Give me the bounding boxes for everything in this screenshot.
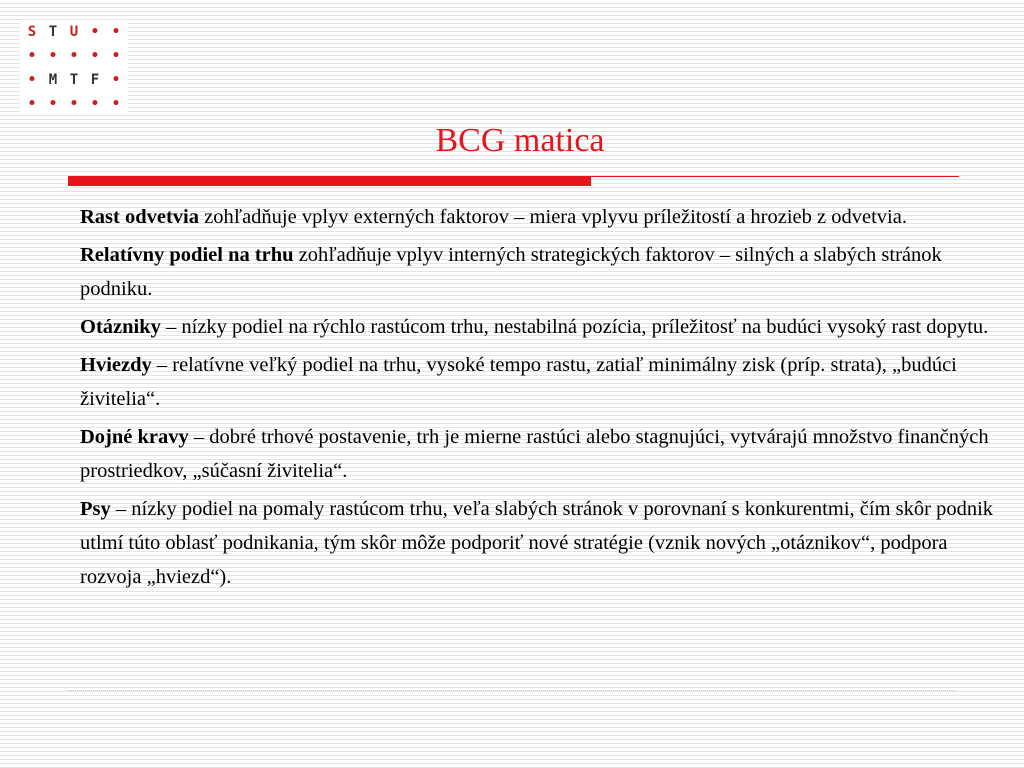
logo-letter-f: F <box>90 72 100 88</box>
term: Rast odvetvia <box>80 206 200 228</box>
term: Hviezdy <box>80 354 152 376</box>
logo-dot: • <box>111 24 121 40</box>
logo-dot: • <box>69 48 79 64</box>
definition: – nízky podiel na pomaly rastúcom trhu, veľa slabých stránok v porovnaní s konkurentmi, čím skôr podnik utlmí túto oblasť podnikania, tým skôr môže podporiť nové stratégie (vznik nových „otáznikov“, podpora rozvoja „hviezd“). <box>80 498 994 588</box>
logo-dot: • <box>27 96 37 112</box>
logo-row-2 <box>20 46 128 66</box>
logo-row-3 <box>20 70 128 90</box>
definition: zohľadňuje vplyv externých faktorov – miera vplyvu príležitostí a hrozieb z odvetvia. <box>199 206 907 228</box>
footer-divider <box>68 690 956 691</box>
paragraph-relativny-podiel <box>80 238 1000 306</box>
logo-row-1 <box>20 22 128 42</box>
title-underline-thin <box>591 176 959 177</box>
logo-letter-m: M <box>48 72 58 88</box>
logo-dot: • <box>90 48 100 64</box>
logo-dot: • <box>111 72 121 88</box>
logo-letter-s: S <box>27 24 37 40</box>
logo-dot: • <box>90 96 100 112</box>
term: Psy <box>80 498 111 520</box>
definition: – nízky podiel na rýchlo rastúcom trhu, nestabilná pozícia, príležitosť na budúci vysoký rast dopytu. <box>160 316 989 338</box>
term: Relatívny podiel na trhu <box>80 244 294 266</box>
logo-letter-u: U <box>69 24 79 40</box>
logo-dot: • <box>90 24 100 40</box>
logo-row-4 <box>20 94 128 114</box>
logo-letter-t: T <box>48 24 58 40</box>
definition: – relatívne veľký podiel na trhu, vysoké tempo rastu, zatiaľ minimálny zisk (príp. strata), „budúci živitelia“. <box>80 354 957 410</box>
definition: – dobré trhové postavenie, trh je mierne rastúci alebo stagnujúci, vytvárajú množstvo finančných prostriedkov, „súčasní živitelia“. <box>80 426 989 482</box>
paragraph-psy <box>80 492 1000 594</box>
term: Otázniky <box>80 316 161 338</box>
title-underline-thick <box>68 176 591 186</box>
paragraph-dojne-kravy <box>80 420 1000 488</box>
definition: zohľadňuje vplyv interných strategických faktorov – silných a slabých stránok podniku. <box>80 244 942 300</box>
stu-mtf-logo <box>20 20 128 114</box>
slide-title: BCG matica <box>435 122 605 159</box>
logo-letter-t: T <box>69 72 79 88</box>
paragraph-otazniky <box>80 310 1000 344</box>
logo-dot: • <box>27 72 37 88</box>
paragraph-hviezdy <box>80 348 1000 416</box>
term: Dojné kravy <box>80 426 189 448</box>
logo-dot: • <box>27 48 37 64</box>
logo-dot: • <box>111 96 121 112</box>
logo-dot: • <box>69 96 79 112</box>
logo-dot: • <box>48 48 58 64</box>
paragraph-rast-odvetvia <box>80 200 1000 234</box>
logo-dot: • <box>48 96 58 112</box>
slide-body <box>80 200 1000 598</box>
logo-dot: • <box>111 48 121 64</box>
